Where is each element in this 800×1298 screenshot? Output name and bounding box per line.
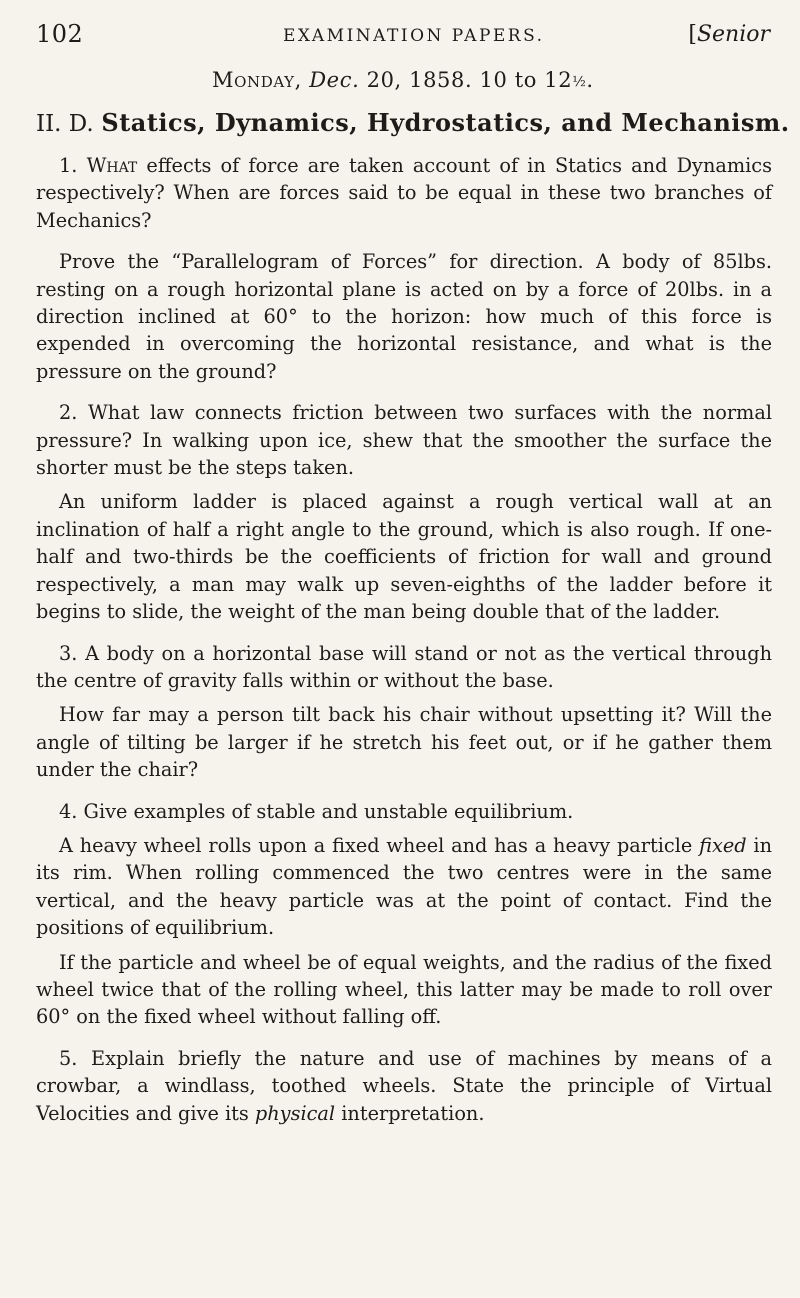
paragraph-text: effects of force are taken account of in Statics and Dynamics respectively? When are forces said to be equal in these two branches of Mechanics? <box>36 154 772 232</box>
question-3-paragraph-2: How far may a person tilt back his chair without upsetting it? Will the angle of tilting be larger if he stretch his feet out, or if he gather them under the chair? <box>36 703 772 782</box>
session-time: 20, 1858. 10 to 12 <box>366 68 573 92</box>
section-tag <box>688 22 770 47</box>
section-number: II. D. <box>36 111 94 137</box>
running-head: EXAMINATION PAPERS. <box>283 26 545 46</box>
tag-text: Senior <box>696 22 770 47</box>
section-heading <box>36 108 790 137</box>
paragraph-text: in its rim. When rolling commenced the two centres were in the same vertical, and the heavy particle was at the point of contact. Find the positions of equilibrium. <box>36 833 772 940</box>
paragraph-text: interpretation. <box>335 1101 485 1125</box>
question-1-paragraph-1 <box>36 152 772 234</box>
questions-body <box>36 152 772 1127</box>
lead-word: What <box>86 154 138 177</box>
question-1-paragraph-2: Prove the “Parallelogram of Forces” for direction. A body of 85lbs. resting on a rough horizontal plane is acted on by a force of 20lbs. in a direction inclined at 60° to the horizon: how much of this force is expended in overcoming the horizontal resistance, and what is the pressure on the ground? <box>36 250 772 383</box>
question-4-paragraph-2 <box>36 832 772 942</box>
session-month: Dec. <box>309 68 360 92</box>
tag-bracket: [ <box>688 22 697 47</box>
emphasis-text: fixed <box>699 833 747 857</box>
emphasis-text: physical <box>254 1101 336 1125</box>
question-4-paragraph-1 <box>36 798 772 825</box>
question-5-paragraph-1 <box>36 1045 772 1127</box>
question-4-paragraph-3: If the particle and wheel be of equal weights, and the radius of the fixed wheel twice that of the rolling wheel, this latter may be made to roll over 60° on the fixed wheel without falling off. <box>36 950 772 1029</box>
paragraph-text: What law connects friction between two surfaces with the normal pressure? In walking upon ice, shew that the smoother the surface the shorter must be the steps taken. <box>36 401 772 480</box>
page-header <box>36 16 770 56</box>
paragraph-text: Explain briefly the nature and use of machines by means of a crowbar, a windlass, toothed wheels. State the principle of Virtual Velocities and give its <box>36 1046 772 1125</box>
question-2-paragraph-1 <box>36 399 772 481</box>
session-date-line <box>212 68 594 92</box>
session-period: . <box>586 68 594 92</box>
question-number: 3. <box>59 641 78 665</box>
question-number: 4. <box>59 799 78 823</box>
paragraph-text: A heavy wheel rolls upon a fixed wheel and has a heavy particle <box>59 833 700 857</box>
question-number: 2. <box>59 401 78 425</box>
paragraph-text: Give examples of stable and unstable equilibrium. <box>83 799 574 823</box>
question-number: 1. <box>59 154 78 177</box>
session-day: Monday, <box>212 68 302 92</box>
session-fraction: ½ <box>572 74 587 90</box>
page-number: 102 <box>36 20 84 48</box>
question-3-paragraph-1 <box>36 640 772 695</box>
question-2-paragraph-2: An uniform ladder is placed against a rough vertical wall at an inclination of half a right angle to the ground, which is also rough. If one-half and two-thirds be the coefficients of friction for wall and ground respectively, a man may walk up seven-eighths of the ladder before it begins to slide, the weight of the man being double that of the ladder. <box>36 490 772 624</box>
paragraph-text: A body on a horizontal base will stand or not as the vertical through the centre of gravity falls within or without the base. <box>36 641 772 692</box>
section-title: Statics, Dynamics, Hydrostatics, and Mechanism. <box>101 108 790 137</box>
question-number: 5. <box>59 1046 78 1070</box>
